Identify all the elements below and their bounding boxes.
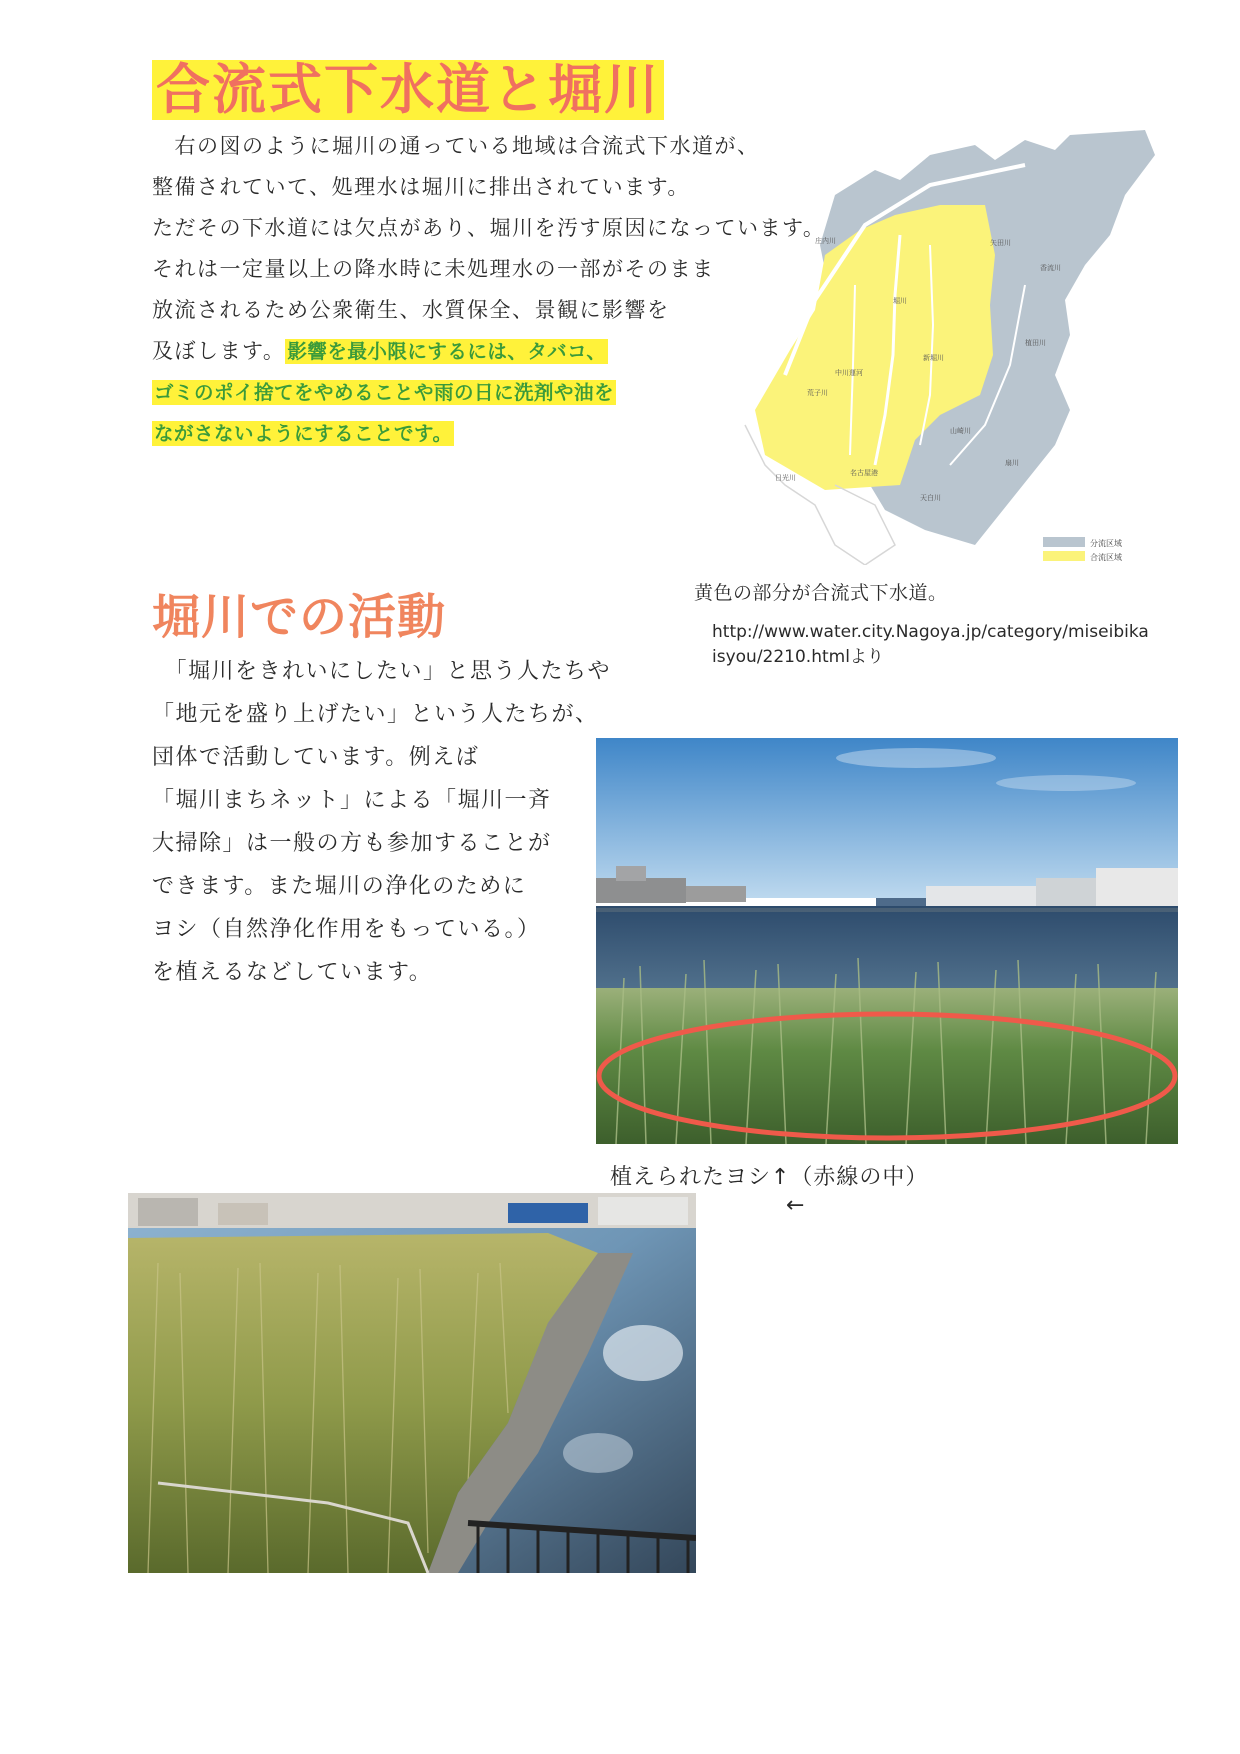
section-title-activities: 堀川での活動 <box>152 589 447 645</box>
legend-label-combined: 合流区域 <box>1090 553 1122 562</box>
map-label-horikawa: 堀川 <box>893 297 907 305</box>
map-label-ueda: 植田川 <box>1025 339 1046 347</box>
legend-swatch-combined <box>1043 551 1085 561</box>
legend-swatch-separate <box>1043 537 1085 547</box>
map-label-yada: 矢田川 <box>990 239 1011 247</box>
highlight-line-2: ゴミのポイ捨てをやめることや雨の日に洗剤や油を <box>154 381 615 404</box>
activities-line-6: できます。また堀川の浄化のために <box>152 874 527 899</box>
section-title-sewer: 合流式下水道と堀川 <box>152 60 664 120</box>
highlight-line-1: 影響を最小限にするには、タバコ、 <box>287 340 607 363</box>
sewer-area-map <box>725 125 1160 565</box>
map-label-ogi: 扇川 <box>1005 459 1019 467</box>
map-label-yamazaki: 山崎川 <box>950 427 971 435</box>
activities-line-2: 「地元を盛り上げたい」という人たちが、 <box>152 702 599 727</box>
sewer-line-2: 整備されていて、処理水は堀川に排出されています。 <box>152 175 690 199</box>
map-label-tenpaku: 天白川 <box>920 494 941 502</box>
sewer-line-6-plain: 及ぼします。 <box>152 339 286 363</box>
activities-line-1: 「堀川をきれいにしたい」と思う人たちや <box>152 659 612 684</box>
activities-line-8: を植えるなどしています。 <box>152 960 433 985</box>
activities-line-3: 団体で活動しています。例えば <box>152 745 480 770</box>
activities-line-4: 「堀川まちネット」による「堀川一斉 <box>152 788 552 813</box>
sewer-line-3: ただその下水道には欠点があり、堀川を汚す原因になっています。 <box>152 216 826 240</box>
map-label-port: 名古屋港 <box>850 469 878 477</box>
legend-label-separate: 分流区域 <box>1090 539 1122 548</box>
highlight-line-3: ながさないようにすることです。 <box>154 422 453 445</box>
activities-line-5: 大掃除」は一般の方も参加することが <box>152 831 552 856</box>
map-label-nikko: 日光川 <box>775 474 796 482</box>
reed-planting-photo <box>128 1193 696 1573</box>
sewer-line-1: 右の図のように堀川の通っている地域は合流式下水道が、 <box>152 134 760 158</box>
map-label-arako: 荒子川 <box>807 389 828 397</box>
map-label-nakagawa: 中川運河 <box>835 369 863 377</box>
left-arrow-icon: ← <box>786 1193 805 1218</box>
map-label-shonai: 庄内川 <box>815 237 836 245</box>
river-reed-photo <box>596 738 1178 1144</box>
map-caption: 黄色の部分が合流式下水道。 <box>694 582 948 604</box>
sewer-line-5: 放流されるため公衆衛生、水質保全、景観に影響を <box>152 298 670 322</box>
map-label-kanare: 香流川 <box>1040 264 1061 272</box>
map-label-shinhori: 新堀川 <box>923 354 944 362</box>
sewer-line-4: それは一定量以上の降水時に未処理水の一部がそのまま <box>152 257 715 281</box>
map-source-url: http://www.water.city.Nagoya.jp/category/miseibikaisyou/2210.htmlより <box>712 622 1149 667</box>
reed-photo-caption: 植えられたヨシ↑（赤線の中） <box>610 1165 929 1190</box>
activities-line-7: ヨシ（自然浄化作用をもっている。） <box>152 917 541 942</box>
